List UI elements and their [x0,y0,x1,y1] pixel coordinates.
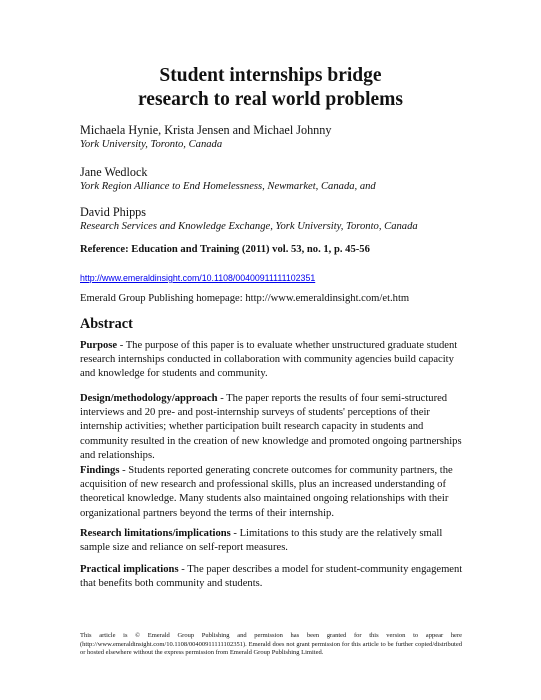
author-affiliation: Research Services and Knowledge Exchange, York University, Toronto, Canada [80,221,418,232]
abstract-heading: Abstract [80,316,133,332]
section-label: Purpose [80,340,118,351]
section-text: - Students reported generating concrete outcomes for community partners, the acquisition of new research and professional skills, plus an increased understanding of theoretical knowledge. Many students also maintained ongoing relationships with their organizational partners beyond the terms of their internship. [80,465,453,519]
title-line-1: Student internships bridge [159,65,382,86]
author-block-1 [80,123,470,152]
author-names: David Phipps [80,205,147,219]
section-label: Findings [80,465,120,476]
reference-line: Reference: Education and Training (2011) vol. 53, no. 1, p. 45-56 [80,244,370,255]
abstract-practical [80,563,470,591]
author-affiliation: York Region Alliance to End Homelessness, Newmarket, Canada, and [80,181,376,192]
section-text: - The paper reports the results of four semi-structured interviews and 20 pre- and post-internship surveys of students' perceptions of their internship activities; whether participation built research capacity in students and community resulted in the creation of new knowledge and promoted ongoing partnerships and relationships. [80,393,462,461]
section-text: - Limitations to this study are the relatively small sample size and reliance on self-report measures. [80,528,443,554]
publisher-homepage: Emerald Group Publishing homepage: http://www.emeraldinsight.com/et.htm [80,293,410,304]
section-label: Practical implications [80,564,179,575]
author-names: Jane Wedlock [80,165,148,179]
title-line-2: research to real world problems [137,89,404,110]
author-block-3 [80,205,470,234]
author-names: Michaela Hynie, Krista Jensen and Michael Johnny [80,123,332,137]
copyright-footnote: This article is © Emerald Group Publishing and permission has been granted for this version to appear here (http://www.emeraldinsight.com/10.1108/00400911111102351). Emerald does not grant permission for this article to be further copied/distributed or hosted elsewhere without the express permission from Emerald Group Publishing Limited. [80,632,462,657]
section-label: Design/methodology/approach [80,393,218,404]
author-affiliation: York University, Toronto, Canada [80,139,223,150]
doi-link[interactable]: http://www.emeraldinsight.com/10.1108/00400911111102351 [80,273,316,283]
abstract-purpose [80,339,470,382]
author-block-2 [80,165,470,194]
abstract-findings [80,464,470,521]
section-label: Research limitations/implications [80,528,231,539]
section-text: - The paper describes a model for student-community engagement that benefits both community and students. [80,564,463,590]
doi-link-row [80,268,470,286]
paper-title [0,64,541,112]
section-text: - The purpose of this paper is to evaluate whether unstructured graduate student research internships conducted in collaboration with community agencies build capacity and knowledge for students and community. [80,340,458,380]
abstract-design [80,392,470,463]
abstract-limitations [80,527,470,555]
